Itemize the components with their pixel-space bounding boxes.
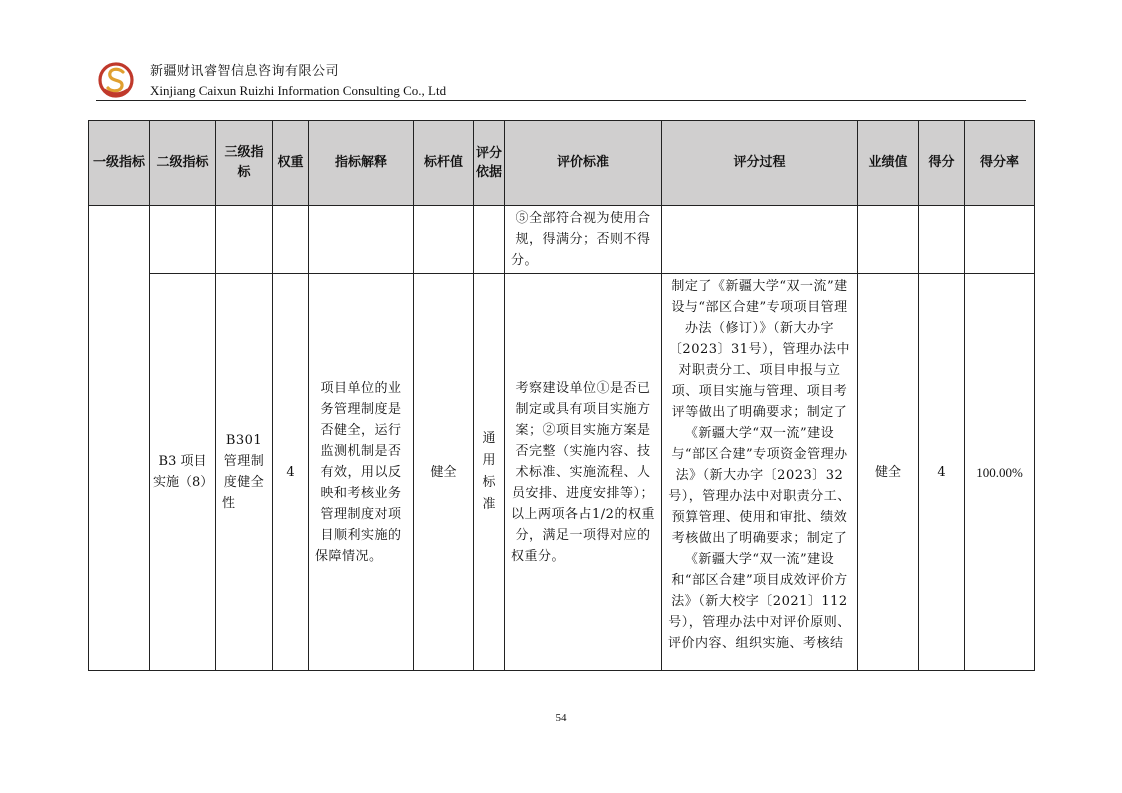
header-weight: 权重	[273, 121, 309, 206]
cell-basis: 通用标准	[474, 274, 505, 671]
cell-empty	[273, 206, 309, 274]
header-basis: 评分依据	[474, 121, 505, 206]
header-score: 得分	[919, 121, 965, 206]
header-process: 评分过程	[662, 121, 858, 206]
cell-empty	[662, 206, 858, 274]
cell-criteria-continued: ⑤全部符合视为使用合规，得满分；否则不得分。	[505, 206, 662, 274]
table-header-row	[89, 121, 1035, 206]
evaluation-table	[88, 120, 1035, 671]
cell-empty	[309, 206, 414, 274]
table-row-continued	[89, 206, 1035, 274]
cell-empty	[965, 206, 1035, 274]
company-name-en: Xinjiang Caixun Ruizhi Information Consulting Co., Ltd	[150, 83, 447, 98]
cell-level3: B301管理制度健全性	[216, 274, 273, 671]
page-number: 54	[555, 712, 567, 724]
header-explanation: 指标解释	[309, 121, 414, 206]
header-rate: 得分率	[965, 121, 1035, 206]
cell-empty	[474, 206, 505, 274]
company-logo-icon	[96, 60, 136, 100]
header-performance: 业绩值	[858, 121, 919, 206]
company-name-cn: 新疆财讯睿智信息咨询有限公司	[150, 64, 340, 79]
cell-benchmark: 健全	[414, 274, 474, 671]
header-criteria: 评价标准	[505, 121, 662, 206]
cell-criteria: 考察建设单位①是否已制定或具有项目实施方案；②项目实施方案是否完整（实施内容、技术标准、实施流程、人员安排、进度安排等）；以上两项各占1/2的权重分，满足一项得对应的权重分。	[505, 274, 662, 671]
cell-process: 制定了《新疆大学“双一流”建设与“部区合建”专项项目管理办法（修订）》（新大办字〔2023〕31号），管理办法中对职责分工、项目申报与立项、项目实施与管理、项目考评等做出了明确要求；制定了《新疆大学“双一流”建设与“部区合建”专项资金管理办法》（新大办字〔2023〕32号），管理办法中对职责分工、预算管理、使用和审批、绩效考核做出了明确要求；制定了《新疆大学“双一流”建设和“部区合建”项目成效评价方法》（新大校字〔2021〕112号），管理办法中对评价原则、评价内容、组织实施、考核结	[662, 274, 858, 671]
header-benchmark: 标杆值	[414, 121, 474, 206]
header-level2: 二级指标	[150, 121, 216, 206]
cell-empty	[858, 206, 919, 274]
cell-empty	[919, 206, 965, 274]
cell-empty	[150, 206, 216, 274]
cell-score: 4	[919, 274, 965, 671]
cell-level1	[89, 206, 150, 671]
cell-rate: 100.00%	[965, 274, 1035, 671]
table-row	[89, 274, 1035, 671]
cell-empty	[414, 206, 474, 274]
cell-explanation: 项目单位的业务管理制度是否健全，运行监测机制是否有效，用以反映和考核业务管理制度对项目顺利实施的保障情况。	[309, 274, 414, 671]
cell-performance: 健全	[858, 274, 919, 671]
header-level3: 三级指标	[216, 121, 273, 206]
header-level1: 一级指标	[89, 121, 150, 206]
header-divider	[96, 100, 1026, 101]
cell-level2: B3 项目实施（8）	[150, 274, 216, 671]
cell-empty	[216, 206, 273, 274]
cell-weight: 4	[273, 274, 309, 671]
